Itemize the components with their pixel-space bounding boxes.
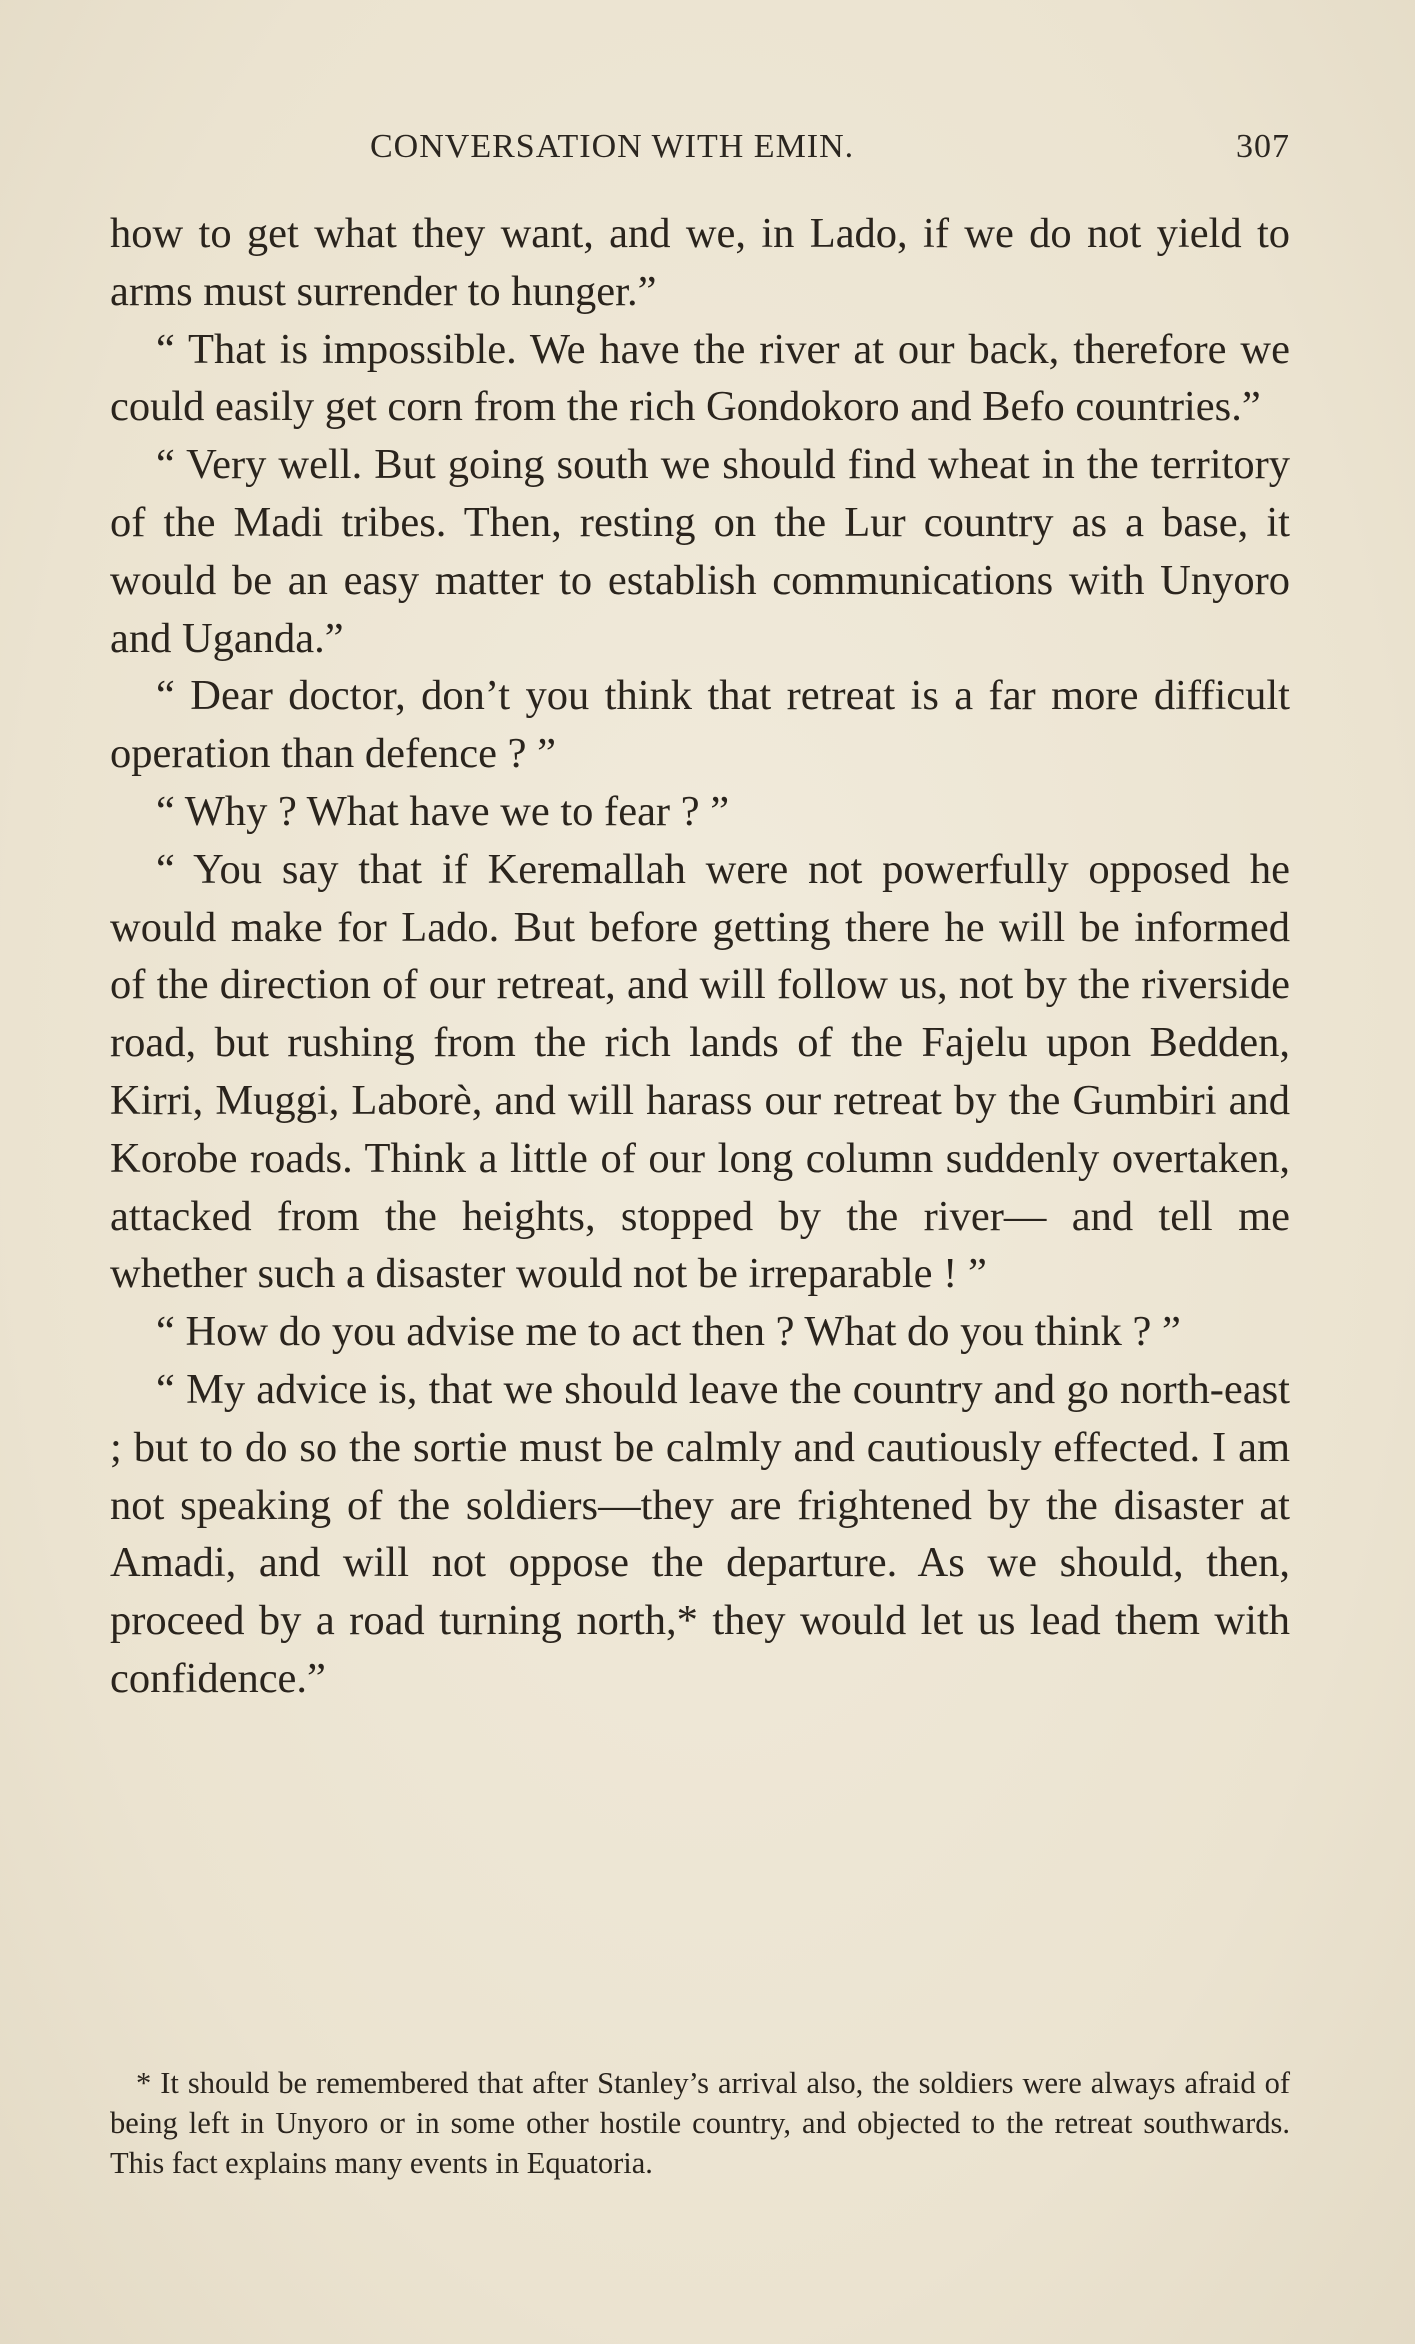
running-head: CONVERSATION WITH EMIN. <box>370 128 855 165</box>
paragraph: “ That is impossible. We have the river at our back, therefore we could easily get corn from the rich Gondokoro and Befo countries.” <box>110 325 1290 431</box>
body-text <box>110 205 1290 1708</box>
footnote: * It should be remembered that after Stanley’s arrival also, the soldiers were always afraid of being left in Unyoro or in some other hostile country, and objected to the retreat southwards. This fact explains many events in Equatoria. <box>110 2066 1290 2180</box>
paragraph: “ Why ? What have we to fear ? ” <box>156 787 730 835</box>
paragraph: “ Dear doctor, don’t you think that retreat is a far more difficult operation than defence ? ” <box>110 672 1290 778</box>
page-header <box>110 122 1290 172</box>
paragraph: “ My advice is, that we should leave the country and go north-east ; but to do so the sortie must be calmly and cautiously effected. I am not speaking of the soldiers—they are frightened by the disaster at Amadi, and will not oppose the departure. As we should, then, proceed by a road turning north,* they would let us lead them with confidence.” <box>110 1365 1290 1702</box>
page-number: 307 <box>1236 128 1290 165</box>
paragraph: “ How do you advise me to act then ? What do you think ? ” <box>156 1308 1181 1356</box>
paragraph: “ You say that if Keremallah were not powerfully opposed he would make for Lado. But before getting there he will be informed of the direction of our retreat, and will follow us, not by the riverside road, but rushing from the rich lands of the Fajelu upon Bedden, Kirri, Muggi, Laborè, and will harass our retreat by the Gumbiri and Korobe roads. Think a little of our long column suddenly overtaken, attacked from the heights, stopped by the river— and tell me whether such a disaster would not be irreparable ! ” <box>110 845 1290 1298</box>
paragraph: how to get what they want, and we, in Lado, if we do not yield to arms must surrender to hunger.” <box>110 210 1290 315</box>
paragraph: “ Very well. But going south we should find wheat in the territory of the Madi tribes. Then, resting on the Lur country as a base, it would be an easy matter to establish communications with Unyoro and Uganda.” <box>110 441 1290 662</box>
